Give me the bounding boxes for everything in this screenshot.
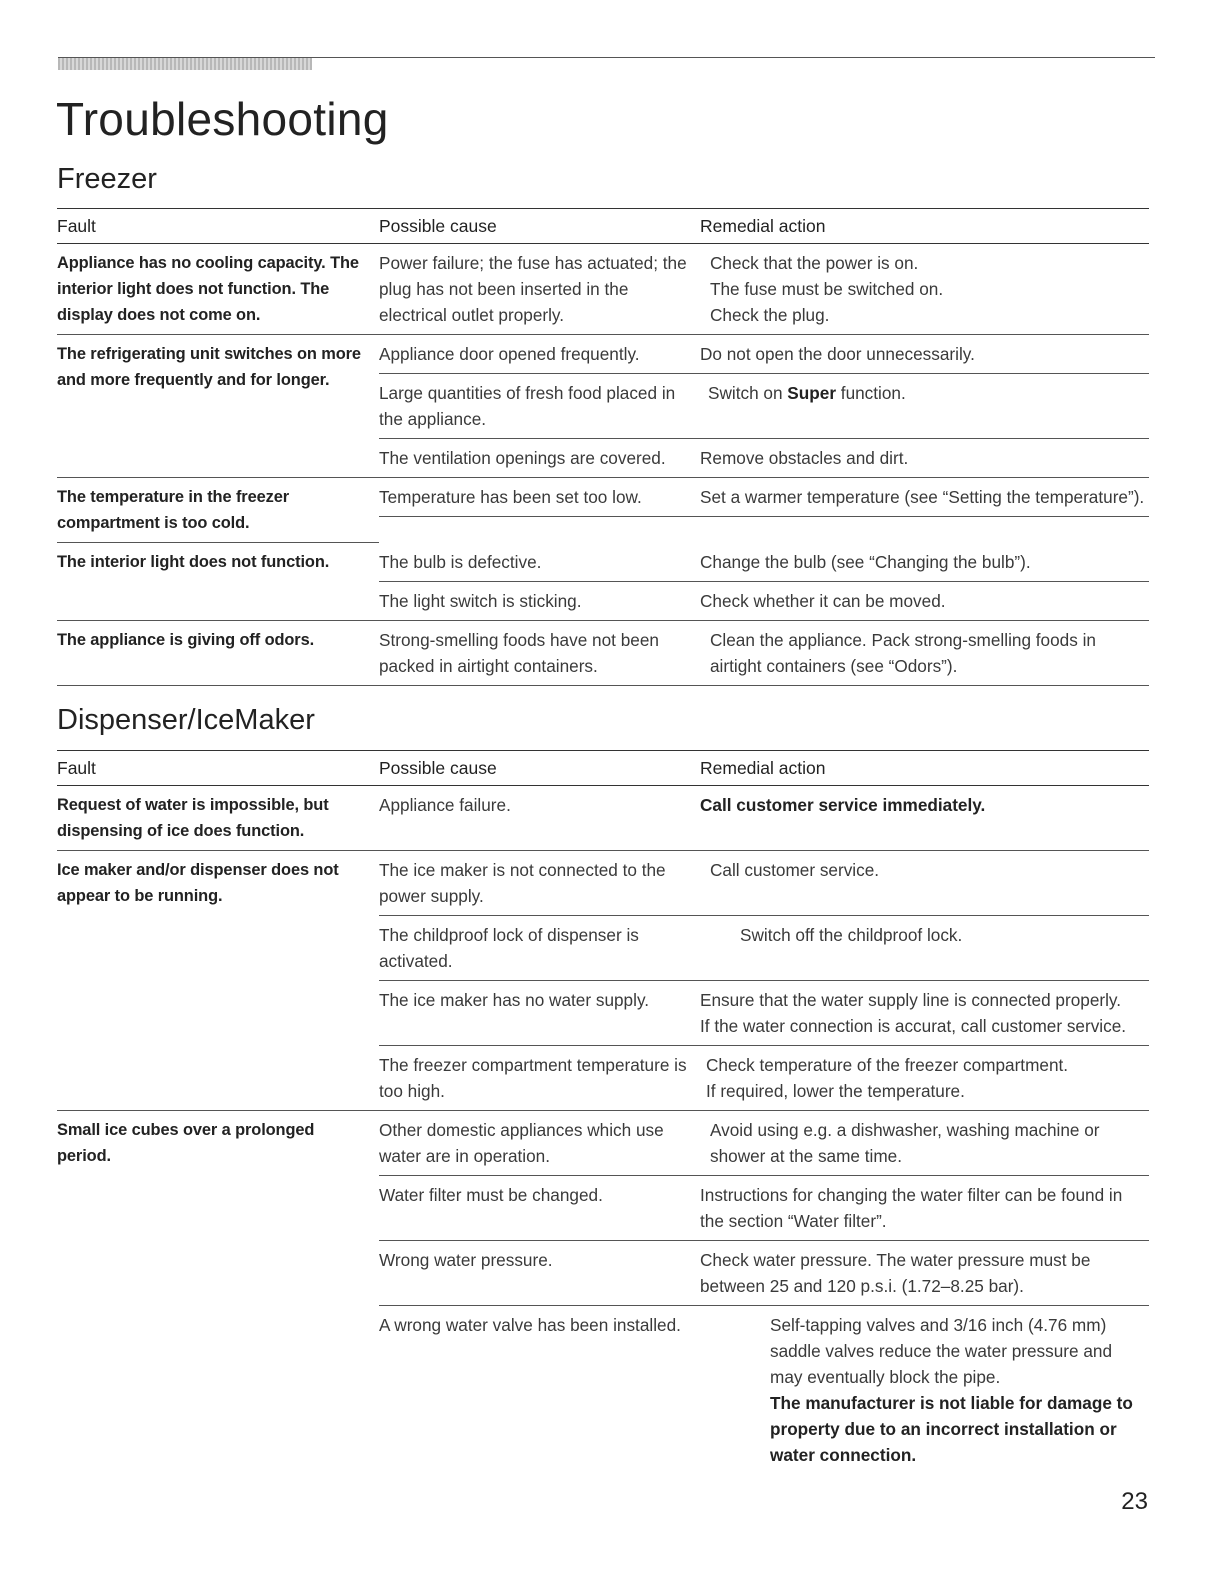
table-row — [379, 543, 1149, 582]
header-action: Remedial action — [700, 758, 826, 778]
action-line: If the water connection is accurat, call customer service. — [700, 1016, 1127, 1036]
action-text — [700, 987, 1149, 1039]
cause-text: Strong-smelling foods have not been packed in airtight containers. — [379, 630, 659, 676]
cause-text: The ventilation openings are covered. — [379, 448, 666, 468]
fault-text: The appliance is giving off odors. — [57, 621, 379, 686]
table-row — [379, 1306, 1149, 1474]
fault-text: The refrigerating unit switches on more and more frequently and for longer. — [57, 335, 379, 478]
action-line: Check that the power is on. — [710, 253, 919, 273]
action-text: Avoid using e.g. a dishwasher, washing machine or shower at the same time. — [710, 1120, 1100, 1166]
table-row — [379, 439, 1149, 478]
table-row — [379, 582, 1149, 621]
action-line: Ensure that the water supply line is connected properly. — [700, 990, 1122, 1010]
table-row — [379, 244, 1149, 335]
cause-text: The ice maker is not connected to the power supply. — [379, 860, 666, 906]
table-row — [379, 1046, 1149, 1111]
action-text: Instructions for changing the water filter can be found in the section “Water filter”. — [700, 1185, 1123, 1231]
section-title-dispenser: Dispenser/IceMaker — [57, 704, 315, 736]
dispenser-table — [57, 750, 1149, 1474]
table-row — [379, 1241, 1149, 1306]
table-row — [379, 374, 1149, 439]
action-text — [706, 1052, 1149, 1104]
freezer-table — [57, 208, 1149, 686]
fault-text: The temperature in the freezer compartment is too cold. — [57, 478, 379, 543]
action-text: Clean the appliance. Pack strong-smelling foods in airtight containers (see “Odors”). — [710, 630, 1096, 676]
action-text: Switch off the childproof lock. — [740, 925, 963, 945]
table-row — [379, 786, 1149, 851]
action-text: Call customer service immediately. — [700, 795, 986, 815]
table-row — [379, 621, 1149, 686]
cause-text: Other domestic appliances which use water are in operation. — [379, 1120, 664, 1166]
cause-text: Power failure; the fuse has actuated; the plug has not been inserted in the electrical outlet properly. — [379, 253, 687, 325]
table-row — [379, 1111, 1149, 1176]
table-row — [379, 851, 1149, 916]
page-number: 23 — [1121, 1488, 1148, 1515]
action-text — [710, 250, 1149, 328]
action-text: Remove obstacles and dirt. — [700, 448, 909, 468]
fault-text: Request of water is impossible, but dispensing of ice does function. — [57, 786, 379, 851]
fault-group — [57, 621, 1149, 686]
cause-text: The childproof lock of dispenser is activated. — [379, 925, 639, 971]
header-action: Remedial action — [700, 216, 826, 236]
action-text: Check whether it can be moved. — [700, 591, 946, 611]
header-cause: Possible cause — [379, 758, 497, 778]
cause-text: Appliance door opened frequently. — [379, 344, 640, 364]
table-row — [379, 981, 1149, 1046]
cause-text: Appliance failure. — [379, 795, 511, 815]
fault-group — [57, 851, 1149, 1111]
action-line: If required, lower the temperature. — [706, 1081, 965, 1101]
header-fault: Fault — [57, 216, 96, 236]
action-line: Check temperature of the freezer compartment. — [706, 1055, 1069, 1075]
fault-text: Ice maker and/or dispenser does not appear to be running. — [57, 851, 379, 1111]
cause-text: The light switch is sticking. — [379, 591, 582, 611]
table-header — [57, 750, 1149, 786]
action-pre: Switch on — [708, 383, 788, 403]
action-text: Do not open the door unnecessarily. — [700, 344, 975, 364]
page-title: Troubleshooting — [56, 93, 389, 145]
fault-group — [57, 244, 1149, 335]
action-bold: Super — [787, 383, 837, 403]
table-row — [379, 916, 1149, 981]
action-text: Call customer service. — [710, 860, 880, 880]
fault-text: Small ice cubes over a prolonged period. — [57, 1121, 315, 1165]
table-row — [379, 335, 1149, 374]
cause-text: Water filter must be changed. — [379, 1185, 603, 1205]
cause-text: The freezer compartment temperature is too high. — [379, 1055, 687, 1101]
fault-group — [57, 478, 1149, 543]
table-header — [57, 208, 1149, 244]
action-text: Set a warmer temperature (see “Setting the temperature”). — [700, 487, 1145, 507]
cause-text: Temperature has been set too low. — [379, 487, 642, 507]
action-line: Check the plug. — [710, 305, 830, 325]
cause-text: The ice maker has no water supply. — [379, 990, 650, 1010]
action-line: The fuse must be switched on. — [710, 279, 944, 299]
liability-note: The manufacturer is not liable for damage to property due to an incorrect installation or water connection. — [770, 1393, 1133, 1465]
section-title-freezer: Freezer — [57, 163, 157, 195]
action-text — [708, 380, 1149, 432]
table-row — [379, 1176, 1149, 1241]
table-row — [379, 478, 1149, 517]
action-post: function. — [836, 383, 906, 403]
cause-text: Wrong water pressure. — [379, 1250, 553, 1270]
fault-group — [57, 543, 1149, 621]
action-line: Self-tapping valves and 3/16 inch (4.76 mm) saddle valves reduce the water pressure and may eventually block the pipe. — [770, 1315, 1113, 1387]
header-cause: Possible cause — [379, 216, 497, 236]
fault-text: Appliance has no cooling capacity. The interior light does not function. The display does not come on. — [57, 244, 379, 335]
fault-group — [57, 786, 1149, 851]
fault-text: The interior light does not function. — [57, 543, 379, 621]
cause-text: A wrong water valve has been installed. — [379, 1315, 681, 1335]
action-text: Change the bulb (see “Changing the bulb”). — [700, 552, 1031, 572]
action-text: Check water pressure. The water pressure must be between 25 and 120 p.s.i. (1.72–8.25 bar). — [700, 1250, 1091, 1296]
cause-text: The bulb is defective. — [379, 552, 542, 572]
header-bar — [58, 58, 312, 70]
cause-text: Large quantities of fresh food placed in the appliance. — [379, 383, 676, 429]
fault-group — [57, 335, 1149, 478]
fault-group — [57, 1111, 1149, 1474]
action-text — [770, 1312, 1149, 1468]
header-fault: Fault — [57, 758, 96, 778]
